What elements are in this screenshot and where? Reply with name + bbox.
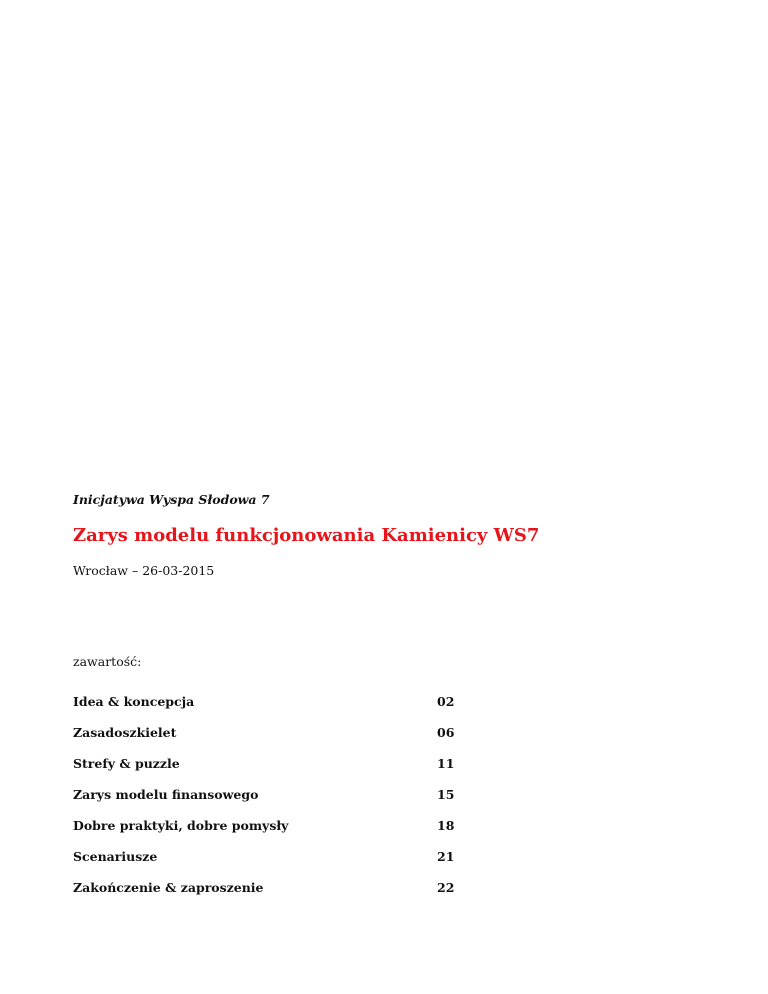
toc-item <box>73 880 463 911</box>
toc-label: zawartość: <box>73 654 142 669</box>
document-title: Zarys modelu funkcjonowania Kamienicy WS7 <box>73 525 540 546</box>
toc-item-page: 15 <box>437 787 455 802</box>
toc-item-page: 06 <box>437 725 455 740</box>
toc-item-title: Zakończenie & zaproszenie <box>73 880 264 895</box>
toc-item-page: 02 <box>437 694 455 709</box>
toc-item-title: Zarys modelu finansowego <box>73 787 259 802</box>
toc-item <box>73 818 463 849</box>
toc-item-title: Scenariusze <box>73 849 158 864</box>
toc-item-page: 18 <box>437 818 455 833</box>
toc-item-title: Idea & koncepcja <box>73 694 195 709</box>
toc-item <box>73 849 463 880</box>
toc-item <box>73 694 463 725</box>
toc-item <box>73 756 463 787</box>
toc-item-page: 11 <box>437 756 455 771</box>
toc-item-title: Dobre praktyki, dobre pomysły <box>73 818 289 833</box>
toc-item <box>73 725 463 756</box>
organization-name: Inicjatywa Wyspa Słodowa 7 <box>73 492 270 507</box>
toc-item-page: 22 <box>437 880 455 895</box>
document-dateline: Wrocław – 26-03-2015 <box>73 563 215 578</box>
toc-item-page: 21 <box>437 849 455 864</box>
toc-item <box>73 787 463 818</box>
table-of-contents <box>73 694 463 911</box>
toc-item-title: Zasadoszkielet <box>73 725 177 740</box>
toc-item-title: Strefy & puzzle <box>73 756 180 771</box>
